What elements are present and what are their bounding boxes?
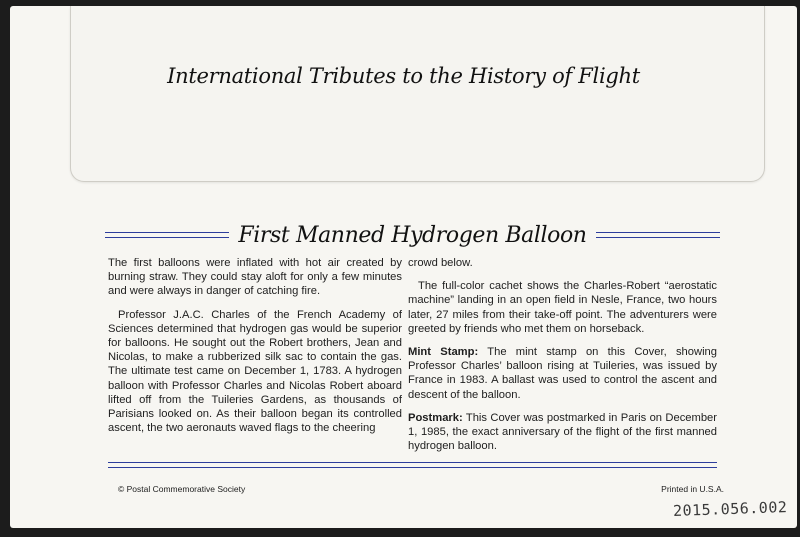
- mint-stamp-paragraph: [408, 345, 717, 402]
- right-paragraph-continuation: crowd below.: [408, 257, 473, 269]
- envelope-flap: [70, 6, 765, 182]
- right-paragraph-cachet: The full-color cachet shows the Charles-Robert “aerostatic machine” landing in an open field in Nesle, France, two hours later, 27 miles from their take-off point. The adventurers were greeted by friends who met them on horseback.: [408, 280, 717, 335]
- postmark-text: This Cover was postmarked in Paris on December 1, 1985, the exact anniversary of the flight of the first manned hydrogen balloon.: [408, 411, 717, 453]
- left-column: [108, 256, 402, 444]
- envelope-back: [10, 6, 797, 528]
- bottom-rule: [108, 462, 717, 468]
- postmark-label: Postmark:: [408, 411, 463, 424]
- postmark-paragraph: [408, 411, 717, 454]
- mint-stamp-label: Mint Stamp:: [408, 346, 479, 359]
- article-heading: First Manned Hydrogen Balloon: [238, 222, 587, 248]
- mint-stamp-text: The mint stamp on this Cover, showing Professor Charles’ balloon rising at Tuileries, was issued by France in 1983. A ballast was used to control the ascent and descent of the balloon.: [408, 346, 718, 401]
- left-paragraph-2: Professor J.A.C. Charles of the French Academy of Sciences determined that hydrogen gas would be superior for balloons. He sought out the Robert brothers, Jean and Nicolas, to make a rubberized silk sac to contain the gas. The ultimate test came on December 1, 1783. A hydrogen balloon with Professor Charles and Nicolas Robert aboard lifted off from the Tuileries Gardens, as thousands of Parisians looked on. As their balloon began its controlled ascent, the two aeronauts waved flags to the cheering: [108, 308, 402, 435]
- heading-rule-right: [596, 232, 720, 238]
- series-title: International Tributes to the History of Flight: [167, 64, 640, 88]
- printed-notice: Printed in U.S.A.: [661, 484, 724, 494]
- catalog-number: 2015.056.002: [672, 498, 788, 520]
- right-column: [408, 256, 717, 462]
- copyright-notice: © Postal Commemorative Society: [118, 484, 246, 494]
- heading-row: [105, 218, 720, 252]
- left-paragraph-1: The first balloons were inflated with hot air created by burning straw. They could stay aloft for only a few minutes and were always in danger of catching fire.: [108, 257, 402, 298]
- heading-rule-left: [105, 232, 229, 238]
